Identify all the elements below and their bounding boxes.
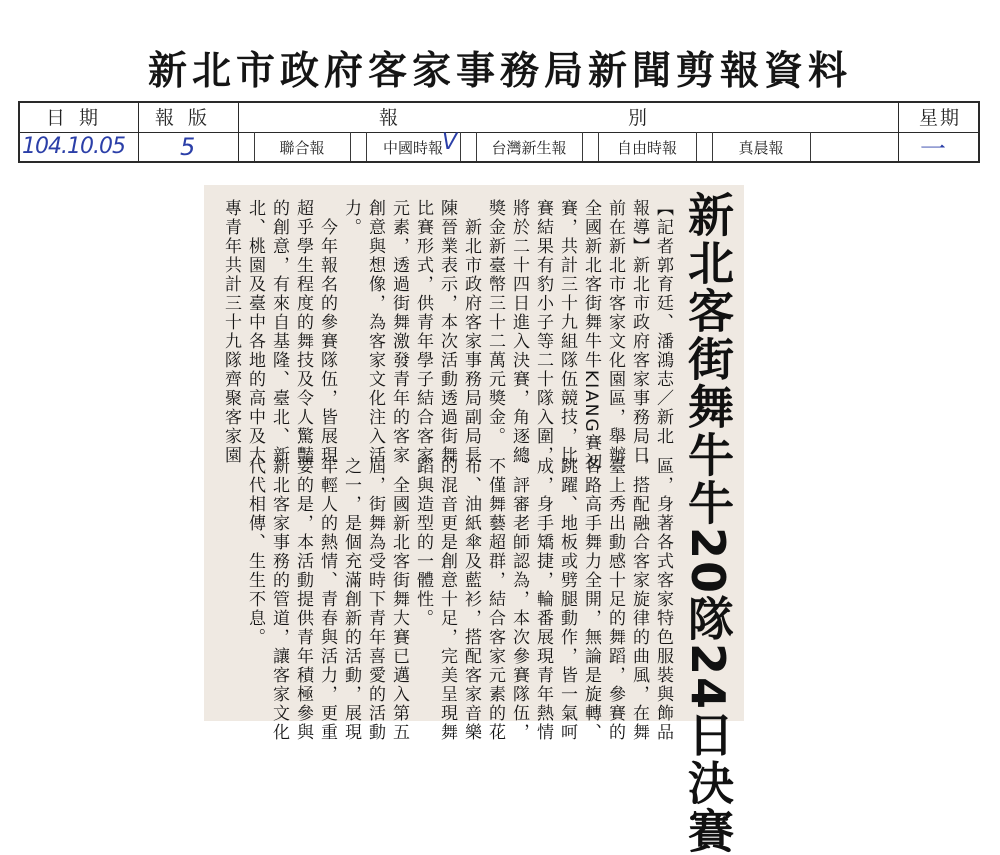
article-column: 全國新北客街舞牛牛KIANG賽初 — [581, 199, 601, 472]
article-column: 之一，是個充滿創新的活動，展現 — [341, 457, 361, 742]
article-column: 北、桃園及臺中各地的高中及大 — [245, 199, 265, 465]
article-column: 要的是，本活動提供青年積極參與 — [293, 457, 313, 742]
article-column: 【記者郭育廷、潘鴻志／新北 — [653, 199, 673, 446]
article-column: 獎金新臺幣三十二萬元獎金。 — [485, 199, 505, 446]
article-column: 全國新北客街舞大賽已邁入第五 — [389, 457, 409, 742]
article-column: 新北客家事務的管道，讓客家文化 — [269, 457, 289, 742]
article-column: 專青年共計三十九隊齊聚客家園 — [221, 199, 241, 465]
article-column: 新北市政府客家事務局副局長 — [461, 199, 481, 465]
article-column: ，搭配融合客家旋律的曲風，在舞 — [629, 457, 649, 742]
article-headline: 新北客街舞牛牛20隊24日決賽 — [681, 191, 735, 855]
article-column: 蹈與造型的一體性。 — [413, 457, 433, 628]
paper-header: 報別 — [378, 107, 877, 129]
article-column: 成，身手矯捷，輪番展現青年熱情 — [533, 457, 553, 742]
article-column: 比賽形式，供青年學子結合客家 — [413, 199, 433, 465]
edition-header: 報版 — [154, 107, 221, 129]
article-column: 前在新北市客家文化園區，舉辦 — [605, 199, 625, 465]
article-column: 報導】新北市政府客家事務局日 — [629, 199, 649, 465]
paper-option: 聯合報 — [279, 139, 325, 157]
paper-option: 真晨報 — [738, 139, 784, 157]
article-column: 賽結果有豹小子等二十隊入圍， — [533, 199, 553, 465]
article-column: 今年報名的參賽隊伍，皆展現 — [317, 199, 337, 465]
article-column: 賽，共計三十九組隊伍競技，比 — [557, 199, 577, 465]
paper-option: 台灣新生報 — [491, 139, 567, 157]
clipping-info-table — [18, 101, 980, 163]
article-column: 。評審老師認為，本次參賽隊伍， — [509, 457, 529, 742]
article-column: 的混音更是創意十足，完美呈現舞 — [437, 457, 457, 742]
article-column: 將於二十四日進入決賽，角逐總 — [509, 199, 529, 465]
article-column: 力。 — [341, 199, 361, 237]
date-header: 日期 — [45, 107, 112, 129]
paper-option: 自由時報 — [616, 139, 677, 157]
article-column: 布、油紙傘及藍衫，搭配客家音樂 — [461, 457, 481, 742]
article-column: 屆，街舞為受時下青年喜愛的活動 — [365, 457, 385, 742]
article-column: 區，身著各式客家特色服裝與飾品 — [653, 457, 673, 742]
date-value: 104.10.05 — [22, 134, 125, 159]
article-column: 各路高手舞力全開，無論是旋轉、 — [581, 457, 601, 742]
weekday-header: 星期 — [918, 107, 961, 129]
newspaper-clipping — [204, 185, 744, 855]
article-column: 臺上秀出動感十足的舞蹈，參賽的 — [605, 457, 625, 742]
page-title: 新北市政府客家事務局新聞剪報資料 — [147, 48, 852, 94]
article-column: 年輕人的熱情、青春與活力，更重 — [317, 457, 337, 742]
checkmark: V — [442, 130, 458, 155]
article-column: 跳躍、地板或劈腿動作，皆一氣呵 — [557, 457, 577, 742]
article-column: 超乎學生程度的舞技及令人驚豔 — [293, 199, 313, 465]
paper-option: 中國時報 — [382, 139, 443, 157]
edition-value: 5 — [180, 133, 196, 161]
article-column: 代代相傳、生生不息。 — [245, 457, 265, 647]
article-column: 的創意，有來自基隆、臺北、新 — [269, 199, 289, 465]
article-column: 不僅舞藝超群，結合客家元素的花 — [485, 457, 505, 742]
article-column: 陳晉業表示，本次活動透過街舞 — [437, 199, 457, 465]
article-column: 創意與想像，為客家文化注入活 — [365, 199, 385, 465]
weekday-value: 一 — [920, 135, 947, 165]
article-column: 元素，透過街舞激發青年的客家 — [389, 199, 409, 465]
